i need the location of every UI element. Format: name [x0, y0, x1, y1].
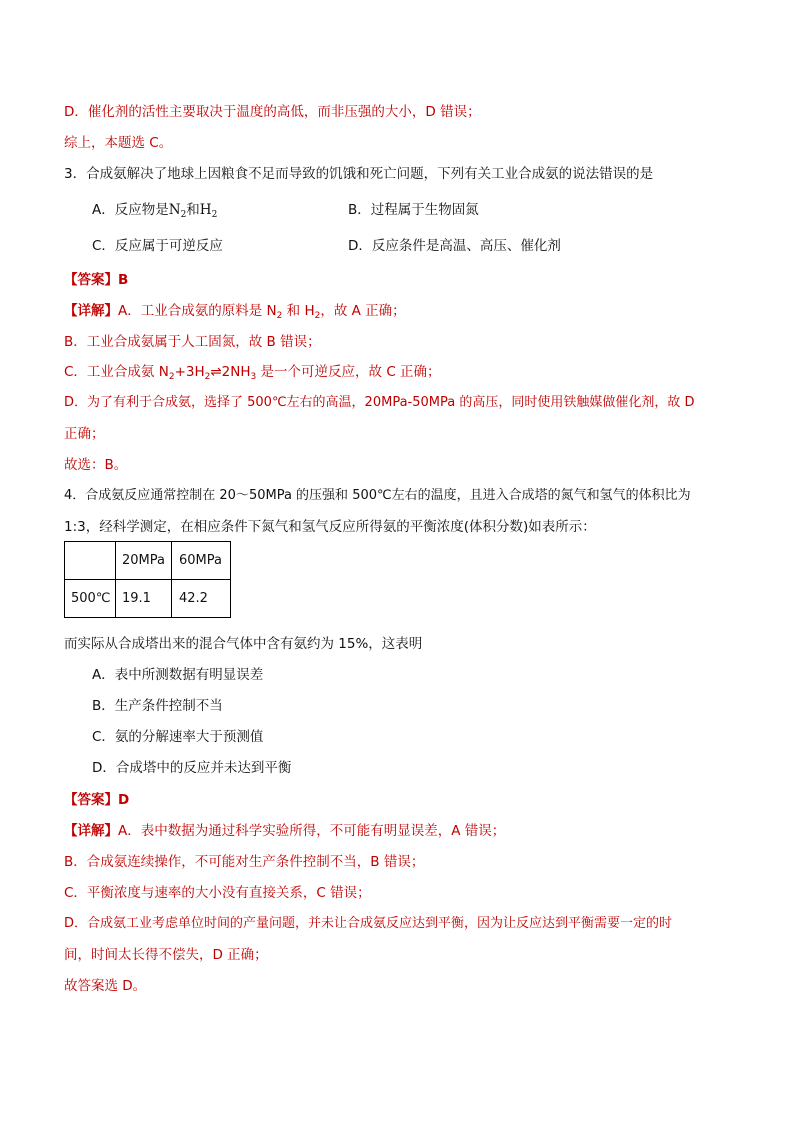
- q3-option-b: B．过程属于生物固氮: [348, 202, 479, 218]
- q4-after-table: 而实际从合成塔出来的混合气体中含有氨约为 15%，这表明: [64, 636, 423, 652]
- q3-detail-c: [64, 362, 441, 382]
- prev-explanation-d: D．催化剂的活性主要取决于温度的高低，而非压强的大小，D 错误；: [64, 104, 481, 120]
- q3-detail-c-sub3: 3: [250, 372, 257, 382]
- table-header-cell: [65, 542, 116, 580]
- q4-option-c: C．氨的分解速率大于预测值: [92, 729, 264, 745]
- q3-option-a-and: 和: [186, 202, 200, 218]
- table-header-cell: 20MPa: [116, 542, 172, 580]
- q4-option-b: B．生产条件控制不当: [92, 698, 223, 714]
- q3-detail-c-part1: C．工业合成氨 N: [64, 364, 169, 380]
- q4-detail-label: 【详解】: [64, 823, 118, 839]
- q3-detail-d-line2: 正确；: [64, 426, 105, 442]
- q4-detail-c: C．平衡浓度与速率的大小没有直接关系，C 错误；: [64, 885, 371, 901]
- q3-stem: 3．合成氨解决了地球上因粮食不足而导致的饥饿和死亡问题，下列有关工业合成氨的说法错误的是: [64, 166, 654, 182]
- q3-detail-b: B．工业合成氨属于人工固氮，故 B 错误；: [64, 334, 321, 350]
- table-cell: 500℃: [65, 580, 116, 618]
- q4-detail-a-text: A．表中数据为通过科学实验所得，不可能有明显误差，A 错误；: [118, 823, 506, 839]
- q3-option-a-n-sub: 2: [180, 210, 187, 220]
- q3-option-c: C．反应属于可逆反应: [92, 238, 223, 254]
- q4-stem-line2: 1:3，经科学测定，在相应条件下氮气和氢气反应所得氨的平衡浓度(体积分数)如表所示：: [64, 519, 596, 535]
- q4-option-a: A．表中所测数据有明显误差: [92, 667, 264, 683]
- q3-detail-c-part3: ⇌2NH: [210, 364, 251, 380]
- q3-option-a-h-sub: 2: [211, 210, 218, 220]
- q3-detail-a-sub1: 2: [276, 311, 283, 321]
- q3-detail-d-line1: D．为了有利于合成氨，选择了 500℃左右的高温，20MPa-50MPa 的高压，同时使用铁触媒做催化剂，故 D: [64, 395, 695, 410]
- prev-summary: 综上，本题选 C。: [64, 135, 173, 151]
- q3-option-a-n: [169, 202, 187, 218]
- q3-answer: 【答案】B: [64, 272, 129, 288]
- q4-option-d: D．合成塔中的反应并未达到平衡: [92, 760, 292, 776]
- q3-detail-a-part3: ，故 A 正确；: [320, 303, 406, 319]
- q3-detail-a-sub2: 2: [314, 311, 321, 321]
- q3-detail-a-part2: 和 H: [282, 303, 315, 319]
- q3-option-a-h: [200, 202, 218, 218]
- q3-detail-c-sub1: 2: [168, 372, 175, 382]
- q3-detail-label: 【详解】: [64, 303, 118, 319]
- q4-detail-b: B．合成氨连续操作，不可能对生产条件控制不当，B 错误；: [64, 854, 425, 870]
- q4-stem-line1: 4．合成氨反应通常控制在 20～50MPa 的压强和 500℃左右的温度，且进入合成塔的氮气和氢气的体积比为: [64, 488, 691, 503]
- table-header-row: [65, 542, 231, 580]
- q3-option-a-prefix: A．反应物是: [92, 202, 169, 218]
- q3-option-a-n-symbol: N: [168, 202, 181, 218]
- q3-detail-a: [64, 301, 406, 321]
- q3-detail-a-part1: A．工业合成氨的原料是 N: [118, 303, 277, 319]
- q4-data-table: [64, 541, 231, 618]
- q4-detail-d-line2: 间，时间太长得不偿失，D 正确；: [64, 947, 268, 963]
- q4-conclusion: 故答案选 D。: [64, 978, 147, 994]
- q4-detail-a: [64, 821, 505, 841]
- table-row: [65, 580, 231, 618]
- q4-detail-d-line1: D．合成氨工业考虑单位时间的产量问题，并未让合成氨反应达到平衡，因为让反应达到平衡需要一定的时: [64, 916, 673, 931]
- table-cell: 42.2: [171, 580, 230, 618]
- q3-detail-c-part2: +3H: [174, 364, 205, 380]
- q3-option-a: [92, 200, 217, 220]
- table-cell: 19.1: [116, 580, 172, 618]
- q3-detail-c-part4: 是一个可逆反应，故 C 正确；: [256, 364, 441, 380]
- q3-conclusion: 故选：B。: [64, 457, 128, 473]
- q4-answer: 【答案】D: [64, 792, 130, 808]
- q3-detail-c-sub2: 2: [204, 372, 211, 382]
- q3-option-a-h-symbol: H: [199, 202, 212, 218]
- table-header-cell: 60MPa: [171, 542, 230, 580]
- q3-option-d: D．反应条件是高温、高压、催化剂: [348, 238, 561, 254]
